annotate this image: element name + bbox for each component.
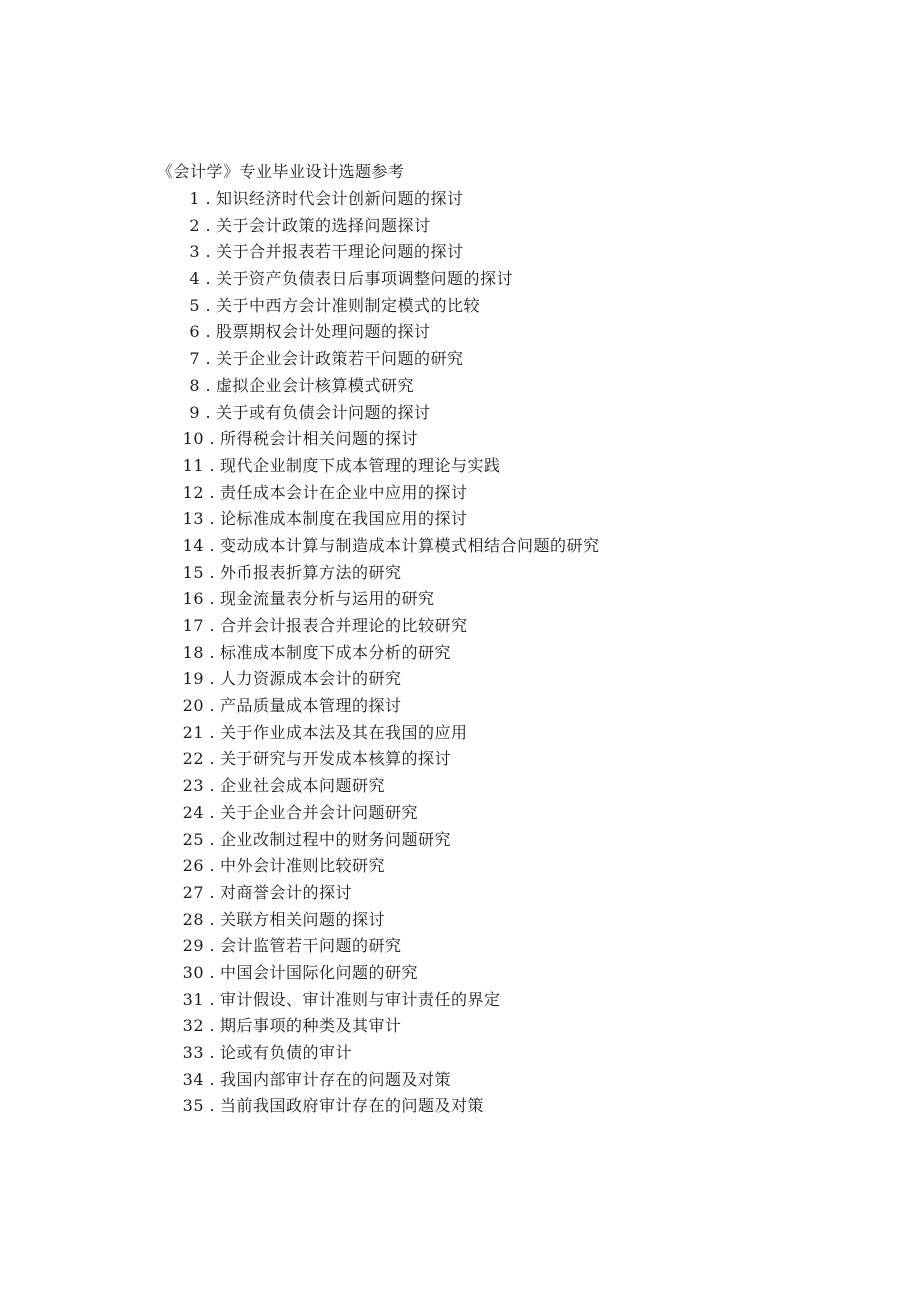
topic-separator: . bbox=[209, 909, 215, 929]
topic-number: 13 bbox=[182, 509, 204, 529]
topic-item bbox=[180, 186, 600, 213]
topic-separator: . bbox=[209, 429, 215, 449]
topic-number: 33 bbox=[182, 1043, 204, 1062]
topic-number: 17 bbox=[182, 616, 204, 635]
topic-item bbox=[180, 720, 600, 747]
topic-number: 18 bbox=[182, 642, 204, 662]
topic-text: 关于研究与开发成本核算的探讨 bbox=[220, 749, 452, 769]
topic-text: 论或有负债的审计 bbox=[220, 1043, 353, 1062]
topic-number: 25 bbox=[182, 829, 204, 849]
topic-separator: . bbox=[205, 349, 211, 369]
topic-text: 关于资产负债表日后事项调整问题的探讨 bbox=[216, 269, 514, 289]
topic-number: 10 bbox=[182, 429, 204, 449]
topic-number: 23 bbox=[182, 776, 204, 796]
topic-item bbox=[180, 560, 600, 587]
topic-item bbox=[180, 666, 600, 693]
topic-item bbox=[180, 933, 600, 960]
topic-number: 8 bbox=[189, 375, 200, 395]
topic-separator: . bbox=[209, 616, 215, 635]
topic-text: 对商誉会计的探讨 bbox=[220, 882, 353, 902]
topic-item bbox=[180, 453, 600, 480]
topic-text: 关联方相关问题的探讨 bbox=[220, 909, 386, 929]
topic-text: 会计监管若干问题的研究 bbox=[220, 936, 402, 956]
topic-separator: . bbox=[209, 776, 215, 796]
topic-separator: . bbox=[209, 936, 215, 956]
topic-text: 中外会计准则比较研究 bbox=[220, 856, 386, 876]
topic-number: 22 bbox=[182, 749, 204, 769]
topic-number: 21 bbox=[182, 722, 204, 742]
topic-separator: . bbox=[205, 215, 211, 235]
topic-separator: . bbox=[209, 1096, 215, 1116]
topic-separator: . bbox=[209, 882, 215, 902]
topic-separator: . bbox=[209, 455, 215, 475]
topic-text: 产品质量成本管理的探讨 bbox=[220, 696, 402, 716]
topic-number: 7 bbox=[189, 349, 200, 369]
topic-number: 1 bbox=[189, 189, 200, 208]
topic-text: 关于合并报表若干理论问题的探讨 bbox=[216, 242, 464, 262]
topic-number: 20 bbox=[182, 696, 204, 716]
topic-separator: . bbox=[209, 829, 215, 849]
topic-separator: . bbox=[205, 242, 211, 262]
topic-number: 31 bbox=[182, 989, 204, 1009]
topic-item bbox=[180, 319, 600, 346]
topic-text: 企业改制过程中的财务问题研究 bbox=[220, 829, 452, 849]
topic-item bbox=[180, 213, 600, 240]
topic-separator: . bbox=[205, 322, 211, 342]
topic-text: 虚拟企业会计核算模式研究 bbox=[216, 375, 415, 395]
topic-number: 30 bbox=[182, 962, 204, 982]
topic-separator: . bbox=[209, 669, 215, 689]
topic-separator: . bbox=[209, 642, 215, 662]
topic-number: 6 bbox=[189, 322, 200, 342]
topic-item bbox=[180, 373, 600, 400]
topic-item bbox=[180, 506, 600, 533]
topic-item bbox=[180, 346, 600, 373]
topic-item bbox=[180, 907, 600, 934]
topic-separator: . bbox=[209, 509, 215, 529]
topic-number: 29 bbox=[182, 936, 204, 956]
topic-number: 24 bbox=[182, 802, 204, 822]
topic-text: 人力资源成本会计的研究 bbox=[220, 669, 402, 689]
topic-text: 关于会计政策的选择问题探讨 bbox=[216, 215, 431, 235]
topic-item bbox=[180, 239, 600, 266]
topic-text: 股票期权会计处理问题的探讨 bbox=[216, 322, 431, 342]
topic-number: 2 bbox=[189, 215, 200, 235]
topic-number: 11 bbox=[182, 455, 204, 475]
topic-number: 14 bbox=[182, 535, 204, 555]
topic-text: 外币报表折算方法的研究 bbox=[220, 562, 402, 582]
topic-number: 28 bbox=[182, 909, 204, 929]
topic-separator: . bbox=[209, 962, 215, 982]
topic-text: 期后事项的种类及其审计 bbox=[220, 1016, 402, 1036]
topic-separator: . bbox=[209, 1043, 215, 1062]
topic-separator: . bbox=[209, 1016, 215, 1036]
topic-text: 企业社会成本问题研究 bbox=[220, 776, 386, 796]
topic-item bbox=[180, 827, 600, 854]
topic-number: 35 bbox=[182, 1096, 204, 1116]
topic-number: 34 bbox=[182, 1069, 204, 1089]
topic-text: 论标准成本制度在我国应用的探讨 bbox=[220, 509, 468, 529]
topic-item bbox=[180, 987, 600, 1014]
topic-text: 审计假设、审计准则与审计责任的界定 bbox=[220, 989, 501, 1009]
document-title: 《会计学》专业毕业设计选题参考 bbox=[157, 162, 405, 181]
topic-item bbox=[180, 586, 600, 613]
topic-text: 知识经济时代会计创新问题的探讨 bbox=[216, 189, 464, 208]
topic-item bbox=[180, 533, 600, 560]
topic-text: 现代企业制度下成本管理的理论与实践 bbox=[220, 455, 501, 475]
topic-separator: . bbox=[209, 749, 215, 769]
topic-separator: . bbox=[209, 696, 215, 716]
topic-text: 合并会计报表合并理论的比较研究 bbox=[220, 616, 468, 635]
topic-separator: . bbox=[205, 402, 211, 422]
topic-item bbox=[180, 1040, 600, 1067]
topic-item bbox=[180, 773, 600, 800]
topic-separator: . bbox=[209, 562, 215, 582]
topic-number: 15 bbox=[182, 562, 204, 582]
topic-text: 所得税会计相关问题的探讨 bbox=[220, 429, 419, 449]
topic-text: 关于企业合并会计问题研究 bbox=[220, 802, 419, 822]
topic-number: 4 bbox=[189, 269, 200, 289]
topic-text: 变动成本计算与制造成本计算模式相结合问题的研究 bbox=[220, 535, 600, 555]
topic-item bbox=[180, 880, 600, 907]
topic-number: 9 bbox=[189, 402, 200, 422]
topic-text: 中国会计国际化问题的研究 bbox=[220, 962, 419, 982]
topic-item bbox=[180, 426, 600, 453]
topic-item bbox=[180, 480, 600, 507]
topic-item bbox=[180, 400, 600, 427]
topic-item bbox=[180, 1093, 600, 1120]
topic-item bbox=[180, 640, 600, 667]
topic-item bbox=[180, 746, 600, 773]
topic-number: 16 bbox=[182, 589, 204, 609]
topic-separator: . bbox=[205, 375, 211, 395]
topic-separator: . bbox=[209, 856, 215, 876]
topic-number: 5 bbox=[189, 295, 200, 315]
topic-text: 关于作业成本法及其在我国的应用 bbox=[220, 722, 468, 742]
topic-item bbox=[180, 800, 600, 827]
topic-number: 32 bbox=[182, 1016, 204, 1036]
topic-separator: . bbox=[209, 722, 215, 742]
topic-separator: . bbox=[209, 1069, 215, 1089]
topic-item bbox=[180, 613, 600, 640]
topic-item bbox=[180, 1013, 600, 1040]
topic-number: 12 bbox=[182, 482, 204, 502]
topic-separator: . bbox=[209, 535, 215, 555]
topic-item bbox=[180, 960, 600, 987]
topic-text: 现金流量表分析与运用的研究 bbox=[220, 589, 435, 609]
topic-separator: . bbox=[205, 189, 211, 208]
topic-separator: . bbox=[205, 295, 211, 315]
topic-item bbox=[180, 693, 600, 720]
topic-list bbox=[180, 186, 600, 1120]
topic-number: 19 bbox=[182, 669, 204, 689]
topic-item bbox=[180, 293, 600, 320]
topic-separator: . bbox=[205, 269, 211, 289]
topic-separator: . bbox=[209, 802, 215, 822]
topic-text: 责任成本会计在企业中应用的探讨 bbox=[220, 482, 468, 502]
topic-text: 关于或有负债会计问题的探讨 bbox=[216, 402, 431, 422]
topic-number: 3 bbox=[189, 242, 200, 262]
topic-separator: . bbox=[209, 482, 215, 502]
topic-item bbox=[180, 853, 600, 880]
topic-text: 关于企业会计政策若干问题的研究 bbox=[216, 349, 464, 369]
topic-text: 标准成本制度下成本分析的研究 bbox=[220, 642, 452, 662]
topic-item bbox=[180, 266, 600, 293]
topic-number: 27 bbox=[182, 882, 204, 902]
topic-separator: . bbox=[209, 589, 215, 609]
topic-number: 26 bbox=[182, 856, 204, 876]
topic-item bbox=[180, 1067, 600, 1094]
topic-text: 关于中西方会计准则制定模式的比较 bbox=[216, 295, 481, 315]
topic-separator: . bbox=[209, 989, 215, 1009]
topic-text: 我国内部审计存在的问题及对策 bbox=[220, 1069, 452, 1089]
topic-text: 当前我国政府审计存在的问题及对策 bbox=[220, 1096, 485, 1116]
